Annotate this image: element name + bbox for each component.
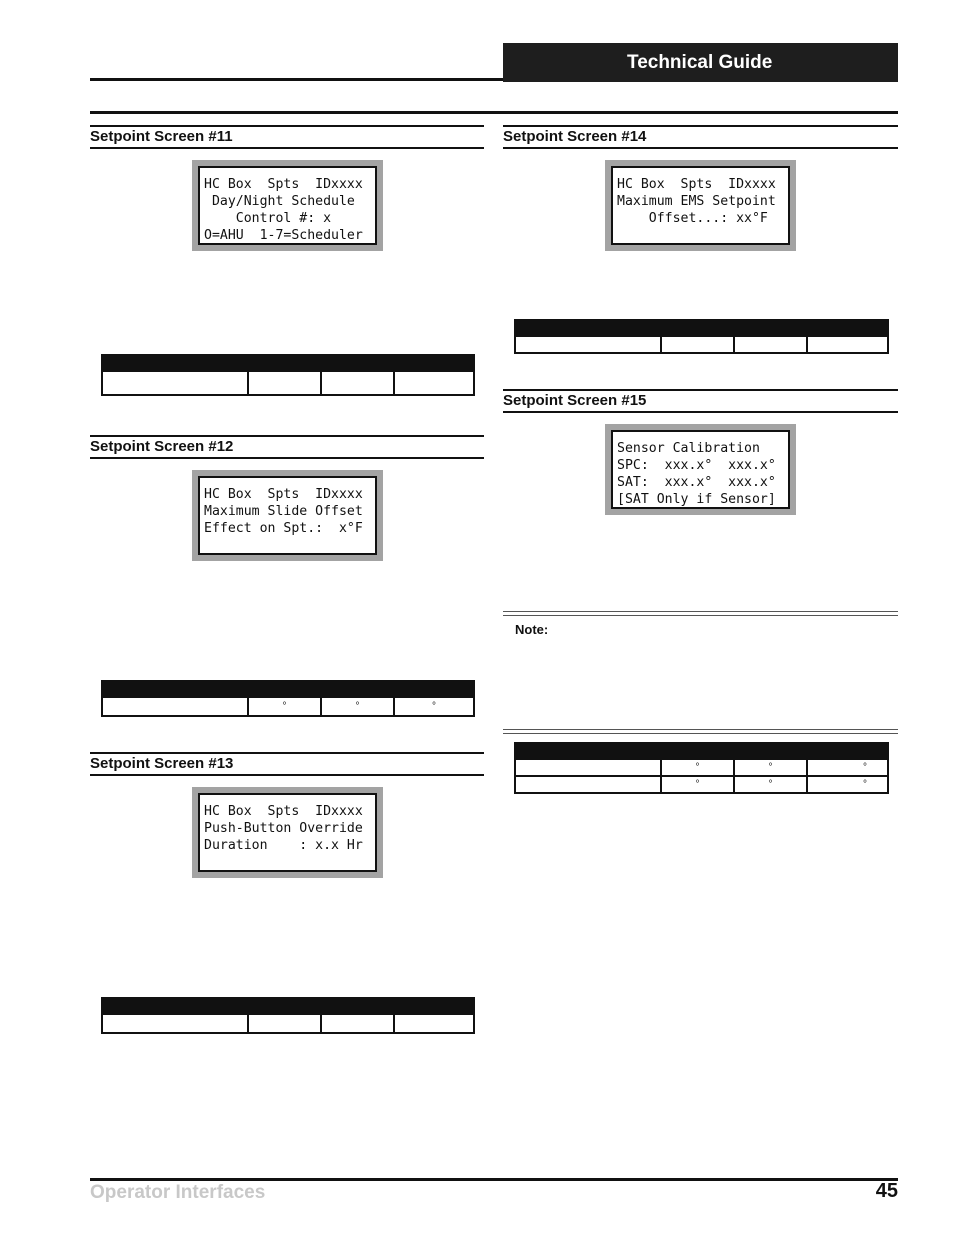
degree-cell: ° bbox=[734, 776, 807, 793]
lcd-screen-13 bbox=[192, 787, 383, 878]
lcd-screen-15 bbox=[605, 424, 796, 515]
header-rule bbox=[90, 78, 504, 81]
data-table-12 bbox=[101, 680, 475, 717]
degree-cell: ° bbox=[807, 776, 888, 793]
degree-cell: ° bbox=[734, 759, 807, 776]
lcd-text: HC Box Spts IDxxxx Day/Night Schedule Control #: x O=AHU 1-7=Scheduler bbox=[204, 177, 363, 243]
lcd-text: Sensor Calibration SPC: xxx.x° xxx.x° SAT: xxx.x° xxx.x° [SAT Only if Sensor] bbox=[617, 441, 776, 507]
data-table-14 bbox=[514, 319, 889, 354]
footer-section-title: Operator Interfaces bbox=[90, 1182, 266, 1203]
note-rule-bottom-2 bbox=[503, 733, 898, 734]
degree-cell: ° bbox=[394, 697, 474, 716]
degree-cell: ° bbox=[807, 759, 888, 776]
lcd-text: HC Box Spts IDxxxx Maximum Slide Offset Effect on Spt.: x°F bbox=[204, 487, 363, 536]
degree-cell: ° bbox=[248, 697, 321, 716]
top-rule bbox=[90, 111, 898, 114]
lcd-text: HC Box Spts IDxxxx Push-Button Override Duration : x.x Hr bbox=[204, 804, 363, 853]
degree-cell: ° bbox=[321, 697, 394, 716]
section-title: Setpoint Screen #11 bbox=[90, 128, 233, 145]
lcd-screen-14 bbox=[605, 160, 796, 251]
section-heading-12 bbox=[90, 435, 484, 459]
note-label: Note: bbox=[515, 622, 549, 637]
section-heading-15 bbox=[503, 389, 898, 413]
degree-cell: ° bbox=[661, 776, 734, 793]
page-number: 45 bbox=[875, 1180, 898, 1202]
lcd-screen-11 bbox=[192, 160, 383, 251]
section-heading-13 bbox=[90, 752, 484, 776]
data-table-15 bbox=[514, 742, 889, 794]
section-heading-14 bbox=[503, 125, 898, 149]
section-heading-11 bbox=[90, 125, 484, 149]
data-table-13 bbox=[101, 997, 475, 1034]
header-title: Technical Guide bbox=[627, 52, 773, 73]
degree-cell: ° bbox=[661, 759, 734, 776]
header-bar bbox=[503, 43, 898, 82]
note-rule-top bbox=[503, 611, 898, 612]
lcd-screen-12 bbox=[192, 470, 383, 561]
lcd-text: HC Box Spts IDxxxx Maximum EMS Setpoint Offset...: xx°F bbox=[617, 177, 776, 226]
section-title: Setpoint Screen #14 bbox=[503, 128, 647, 145]
section-title: Setpoint Screen #13 bbox=[90, 755, 234, 772]
section-title: Setpoint Screen #12 bbox=[90, 438, 234, 455]
footer-rule bbox=[90, 1178, 898, 1181]
note-rule-top-2 bbox=[503, 615, 898, 616]
data-table-11 bbox=[101, 354, 475, 396]
section-title: Setpoint Screen #15 bbox=[503, 392, 647, 409]
note-rule-bottom bbox=[503, 729, 898, 730]
